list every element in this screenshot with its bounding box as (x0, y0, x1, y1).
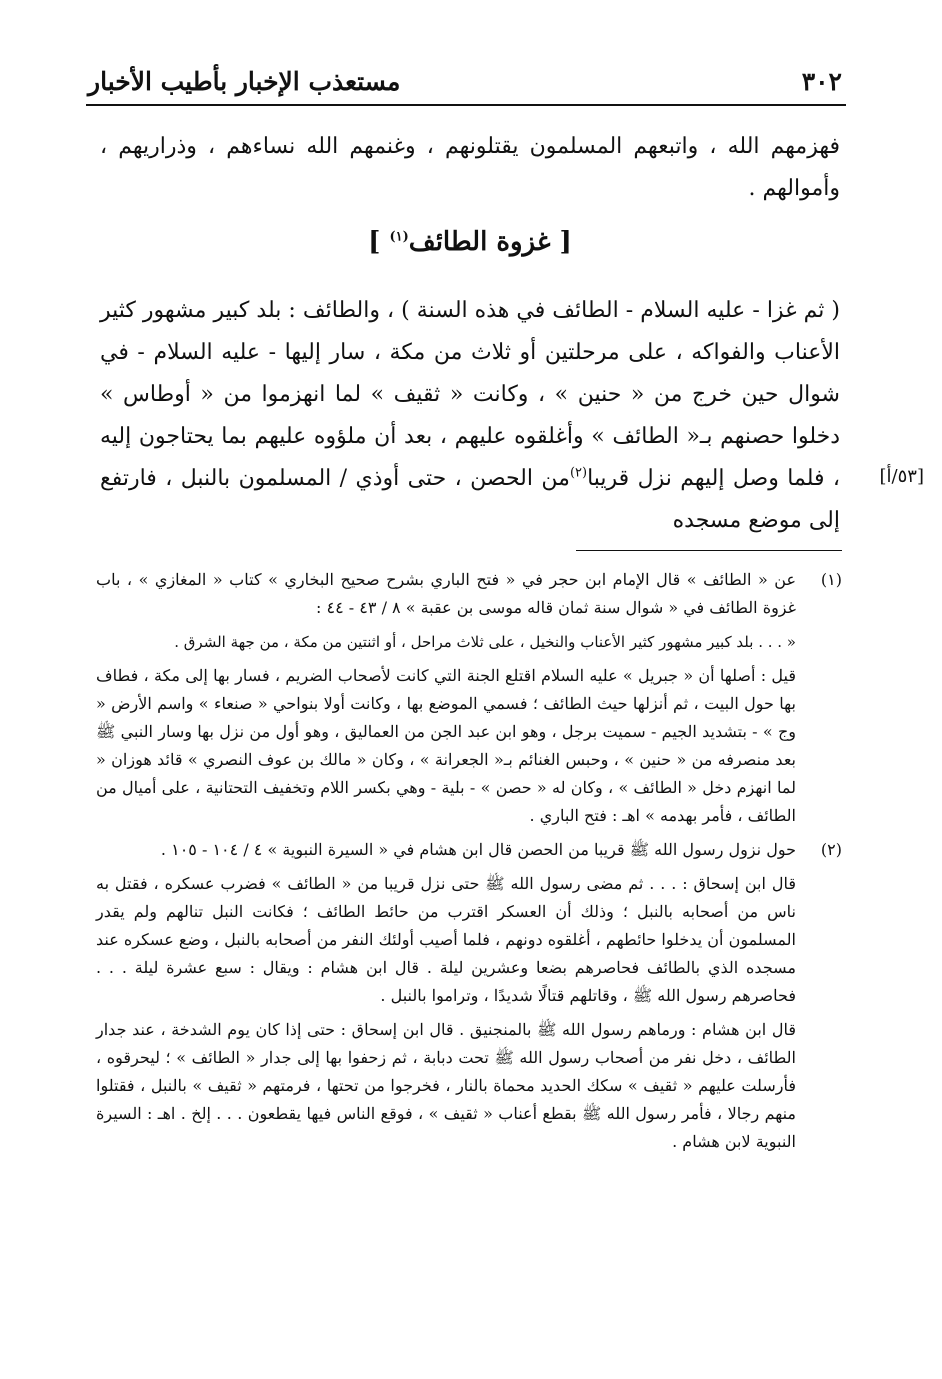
main-paragraph (100, 290, 840, 542)
footnote-paragraph: « . . . بلد كبير مشهور كثير الأعناب والنخيل ، على ثلاث مراحل ، أو اثنتين من مكة ، من جهة الشرق . (174, 633, 796, 651)
intro-paragraph (100, 126, 840, 210)
section-title-text: [ غزوة الطائف (408, 227, 572, 257)
footnote (96, 566, 842, 830)
footnote-ref-2: (٢) (569, 465, 588, 481)
footnote-ref-1: (١) (389, 229, 409, 245)
main-text-part2: من الحصن ، حتى أوذي / المسلمون بالنبل ، فارتفع إلى موضع مسجده (100, 466, 840, 533)
intro-text: فهزمهم الله ، واتبعهم المسلمون يقتلونهم ، وغنمهم الله نساءهم ، وذراريهم ، وأموالهم . (100, 134, 840, 201)
header-divider (86, 104, 846, 106)
section-title-close: ] (368, 227, 390, 257)
footnote-number: (١) (820, 570, 842, 589)
footnote-paragraph: قال ابن هشام : ورماهم رسول الله ﷺ بالمنجنيق . قال ابن إسحاق : حتى إذا كان يوم الشدخة ، عند جدار الطائف ، دخل نفر من أصحاب رسول الله ﷺ تحت دبابة ، ثم زحفوا بها إلى جدار « الطائف » ؛ ليحرقوه ، فأرسلت عليهم « ثقيف » سكك الحديد محماة بالنار ، فخرجوا من تحتها ، فرمتهم « ثقيف » بالنبل ، فقتلوا منهم رجالا ، فأمر رسول الله ﷺ بقطع أعناب « ثقيف » ، فوقع الناس فيها يقطعون . . . إلخ . اهـ : السيرة النبوية لابن هشام . (96, 1020, 797, 1151)
book-title: مستعذب الإخبار بأطيب الأخبار (88, 67, 401, 96)
footnote (96, 836, 842, 1156)
footnote-divider (576, 550, 842, 551)
footnote-number: (٢) (820, 840, 842, 859)
footnote-paragraph: عن « الطائف » قال الإمام ابن حجر في « فتح الباري بشرح صحيح البخاري » كتاب « المغازي » ، باب غزوة الطائف في « شوال سنة ثمان قاله موسى بن عقبة » ٨ / ٤٣ - ٤٤ : (96, 570, 796, 617)
manuscript-folio-ref: [٥٣/أ] (879, 466, 924, 487)
footnote-paragraph: قال ابن إسحاق : . . . ثم مضى رسول الله ﷺ حتى نزل قريبا من « الطائف » فضرب عسكره ، فقتل به ناس من أصحابه بالنبل ؛ وذلك أن العسكر اقترب من حائط الطائف ؛ فكانت النبل تنالهم ولم يقدر المسلمون أن يدخلوا حائطهم ، أغلقوه دونهم ، فلما أصيب أولئك النفر من أصحابه بالنبل ، وضع عسكره عند مسجده الذي بالطائف فحاصرهم بضعا وعشرين ليلة . قال ابن هشام : ويقال : سبع عشرة ليلة . . . فحاصرهم رسول الله ﷺ ، وقاتلهم قتالًا شديدًا ، وتراموا بالنبل . (96, 874, 796, 1005)
main-text-part1: ( ثم غزا - عليه السلام - الطائف في هذه السنة ) ، والطائف : بلد كبير مشهور كثير الأعناب والفواكه ، على مرحلتين أو ثلاث من مكة ، سار إليها - عليه السلام - في شوال حين خرج من « حنين » ، وكانت « ثقيف » لما انهزموا من « أوطاس » دخلوا حصنهم بـ« الطائف » وأغلقوه عليهم ، بعد أن ملؤوه عليهم بما يحتاجون إليه ، فلما وصل إليهم نزل قريبا (100, 298, 840, 491)
footnote-paragraph: قيل : أصلها أن « جبريل » عليه السلام اقتلع الجنة التي كانت لأصحاب الضريم ، فسار بها إلى مكة ، فطاف بها حول البيت ، ثم أنزلها حيث الطائف ؛ فسمي الموضع بها ، وكانت أولا بنواحي « صنعاء » واسم الأرض « وج » - بتشديد الجيم - سميت برجل ، وهو ابن عبد الجن من العماليق ، وهو أول من نزل بها وسار النبي ﷺ بعد منصرفه من « حنين » ، وحبس الغنائم بـ« الجعرانة » ، وكان « مالك بن عوف النصري » قائد هوزان « لما انهزم دخل « الطائف » ، وكان له « حصن » - بلية - وهي بكسر اللام وتخفيف التحتانية ، على أميال من الطائف ، فأمر بهدمه » اهـ : فتح الباري . (96, 666, 796, 825)
section-heading (100, 222, 840, 262)
page-number: ٣٠٢ (801, 67, 842, 96)
footnote-paragraph: حول نزول رسول الله ﷺ قريبا من الحصن قال ابن هشام في « السيرة النبوية » ٤ / ١٠٤ - ١٠٥ . (160, 840, 796, 859)
running-header (86, 62, 846, 102)
footnotes (96, 566, 842, 1162)
